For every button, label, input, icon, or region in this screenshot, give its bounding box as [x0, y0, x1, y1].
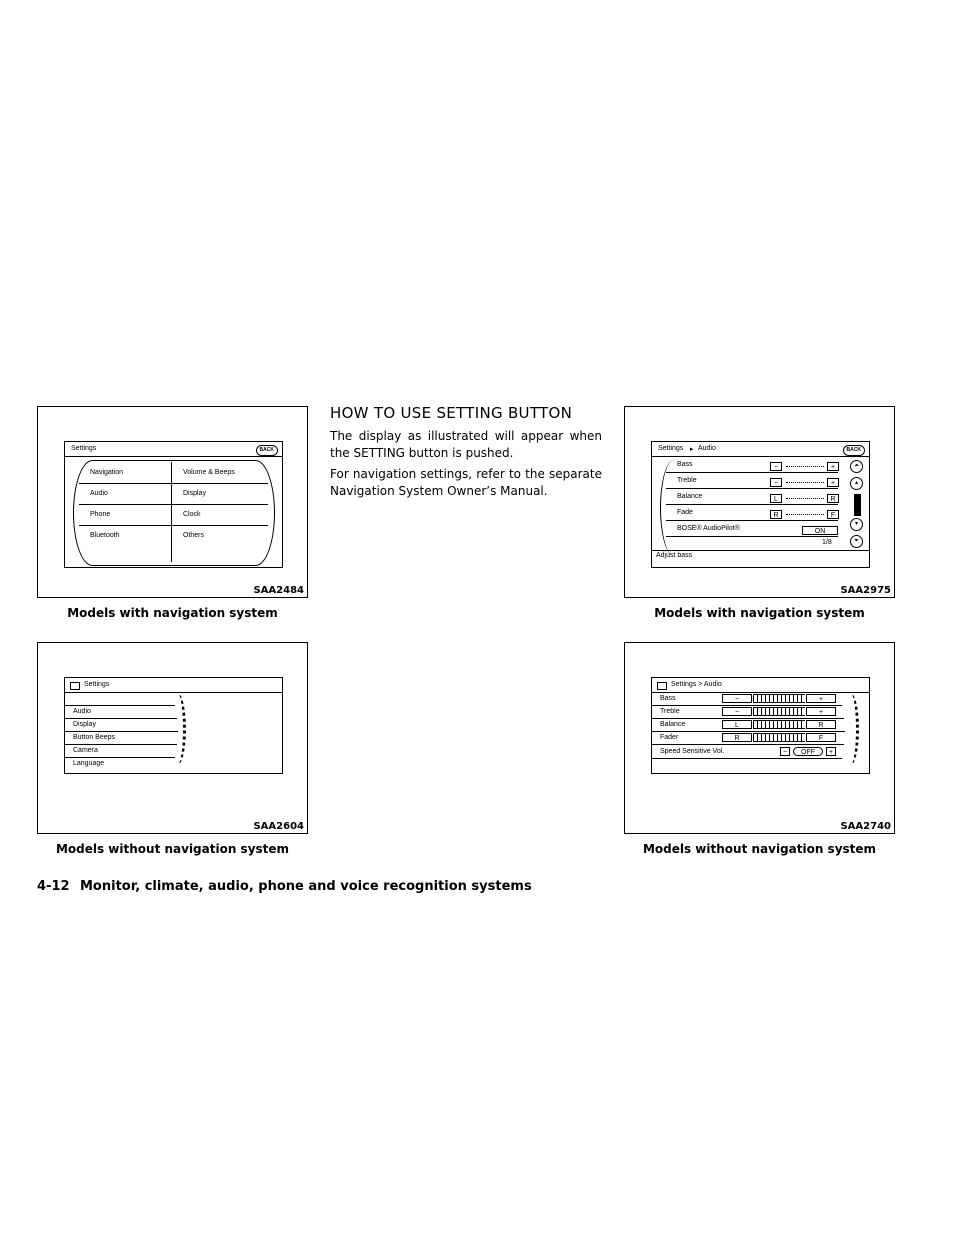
balance-right-button[interactable]: R: [827, 494, 839, 503]
screen: [64, 677, 283, 774]
chapter-title: Monitor, climate, audio, phone and voice recognition systems: [80, 879, 532, 894]
row-label-balance: Balance: [677, 493, 703, 500]
row-label-fade: Fade: [677, 509, 693, 516]
menu-item-button-beeps[interactable]: Button Beeps: [73, 734, 116, 741]
figure-code: SAA2975: [840, 585, 891, 596]
row-label-treble: Treble: [660, 708, 680, 715]
bass-increase-button[interactable]: +: [806, 694, 836, 703]
figure-settings-no-nav: [37, 642, 308, 834]
menu-item-navigation[interactable]: Navigation: [90, 469, 124, 476]
figure-caption: Models without navigation system: [642, 842, 877, 856]
scroll-up-icon[interactable]: ▴: [850, 477, 863, 490]
screen: [651, 677, 870, 774]
bass-level-bar[interactable]: [753, 694, 805, 703]
section-heading: HOW TO USE SETTING BUTTON: [330, 404, 573, 422]
menu-item-display[interactable]: Display: [183, 490, 206, 497]
row-label-bass: Bass: [677, 461, 693, 468]
figure-settings-audio-no-nav: [624, 642, 895, 834]
scroll-arc[interactable]: [842, 693, 859, 765]
menu-item-bluetooth[interactable]: Bluetooth: [90, 532, 120, 539]
treble-increase-button[interactable]: +: [827, 478, 839, 487]
screen-title: Settings > Audio: [671, 681, 722, 688]
balance-left-button[interactable]: L: [770, 494, 782, 503]
menu-item-others[interactable]: Others: [183, 532, 205, 539]
screen-title: Settings: [84, 681, 110, 688]
figure-caption: Models with navigation system: [654, 606, 865, 620]
back-button[interactable]: BACK: [843, 445, 865, 456]
figure-settings-nav: [37, 406, 308, 598]
speed-vol-increase-button[interactable]: +: [826, 747, 836, 756]
bose-audiopilot-label: BOSE® AudioPilot®: [677, 525, 740, 532]
status-text: Adjust bass: [656, 552, 693, 559]
menu-item-language[interactable]: Language: [73, 760, 105, 767]
row-label-fader: Fader: [660, 734, 679, 741]
menu-item-phone[interactable]: Phone: [90, 511, 111, 518]
row-label-bass: Bass: [660, 695, 676, 702]
settings-icon: [70, 682, 80, 690]
paragraph-1: The display as illustrated will appear when the SETTING button is pushed.: [330, 429, 602, 460]
back-button[interactable]: BACK: [256, 445, 278, 456]
treble-level-bar[interactable]: [753, 707, 805, 716]
scrollbar[interactable]: [854, 494, 861, 516]
figure-code: SAA2740: [840, 821, 891, 832]
treble-decrease-button[interactable]: −: [770, 478, 782, 487]
bose-audiopilot-toggle[interactable]: ON: [802, 526, 838, 535]
menu-item-volume-beeps[interactable]: Volume & Beeps: [183, 469, 235, 476]
screen-title: Settings: [71, 445, 97, 452]
settings-icon: [657, 682, 667, 690]
balance-right-button[interactable]: R: [806, 720, 836, 729]
bass-decrease-button[interactable]: −: [770, 462, 782, 471]
bass-decrease-button[interactable]: −: [722, 694, 752, 703]
balance-left-button[interactable]: L: [722, 720, 752, 729]
menu-item-clock[interactable]: Clock: [183, 511, 201, 518]
figure-code: SAA2604: [253, 821, 304, 832]
scroll-top-icon[interactable]: ⏶: [850, 460, 863, 473]
menu-item-audio[interactable]: Audio: [73, 708, 91, 715]
fader-front-button[interactable]: F: [806, 733, 836, 742]
treble-decrease-button[interactable]: −: [722, 707, 752, 716]
paragraph-2: For navigation settings, refer to the separate Navigation System Owner’s Manual.: [330, 467, 602, 498]
figure-settings-audio-nav: [624, 406, 895, 598]
fader-level-bar[interactable]: [753, 733, 805, 742]
screen: [651, 441, 870, 568]
figure-caption: Models without navigation system: [55, 842, 290, 856]
settings-panel: [660, 460, 845, 556]
balance-level-bar[interactable]: [753, 720, 805, 729]
row-label-treble: Treble: [677, 477, 697, 484]
figure-code: SAA2484: [253, 585, 304, 596]
menu-item-audio[interactable]: Audio: [90, 490, 108, 497]
fade-rear-button[interactable]: R: [770, 510, 782, 519]
treble-increase-button[interactable]: +: [806, 707, 836, 716]
speed-vol-decrease-button[interactable]: −: [780, 747, 790, 756]
speed-sensitive-vol-label: Speed Sensitive Vol.: [660, 748, 725, 755]
fade-front-button[interactable]: F: [827, 510, 839, 519]
page-number: 4-12: [37, 879, 70, 894]
scroll-arc[interactable]: [169, 693, 186, 765]
speed-vol-value: OFF: [793, 747, 823, 756]
figure-caption: Models with navigation system: [67, 606, 278, 620]
row-label-balance: Balance: [660, 721, 686, 728]
menu-item-display[interactable]: Display: [73, 721, 96, 728]
scroll-down-icon[interactable]: ▾: [850, 518, 863, 531]
fader-rear-button[interactable]: R: [722, 733, 752, 742]
bass-increase-button[interactable]: +: [827, 462, 839, 471]
screen-title: Settings: [658, 445, 684, 452]
page-indicator: 1/8: [822, 539, 832, 546]
breadcrumb-arrow-icon: ▸: [690, 446, 694, 453]
scroll-bottom-icon[interactable]: ⏷: [850, 535, 863, 548]
screen-subtitle: Audio: [698, 445, 716, 452]
menu-item-camera[interactable]: Camera: [73, 747, 98, 754]
screen: [64, 441, 283, 568]
